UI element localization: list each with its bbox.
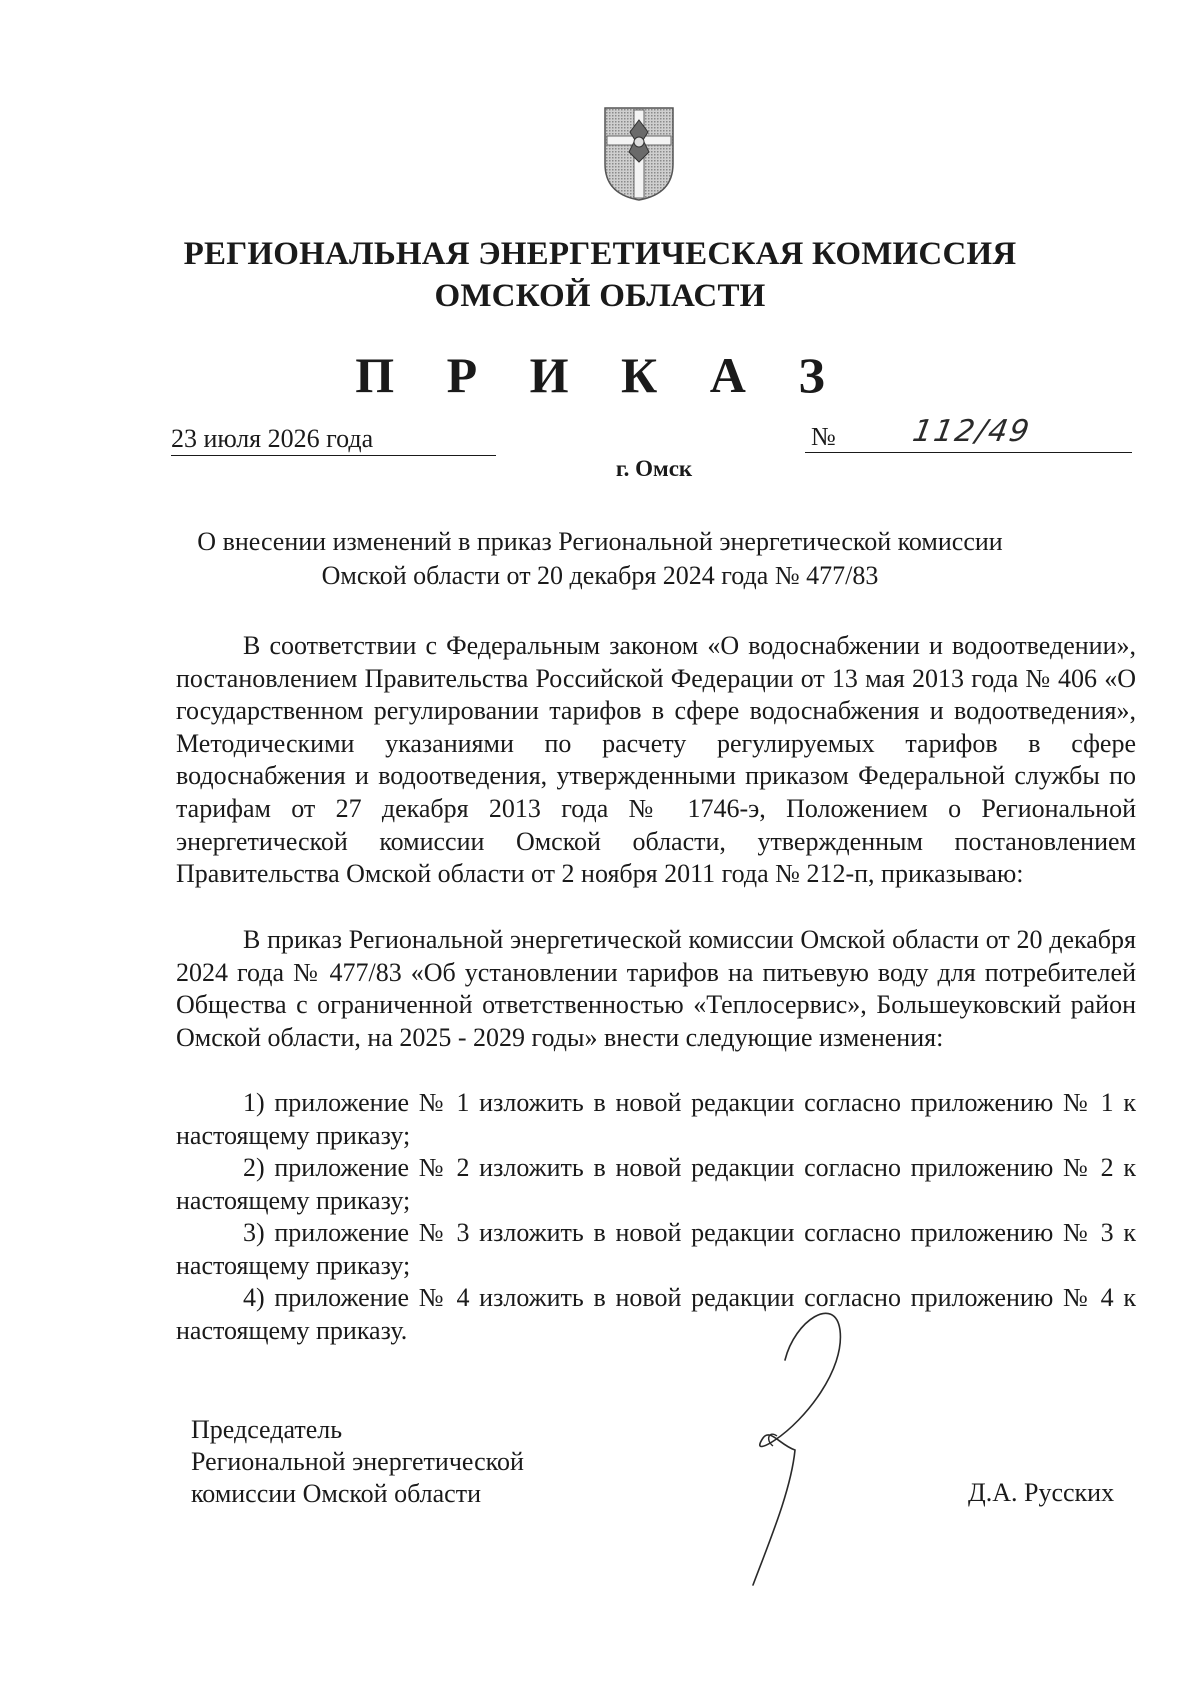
signer-position-line3: комиссии Омской области: [191, 1479, 481, 1508]
list-item: [176, 1152, 1136, 1217]
organization-name-line1: РЕГИОНАЛЬНАЯ ЭНЕРГЕТИЧЕСКАЯ КОМИССИЯ: [183, 236, 1017, 272]
intro-paragraph: В приказ Региональной энергетической комиссии Омской области от 20 декабря 2024 года № 477/83 «Об установлении тарифов на питьевую воду для потребителей Общества с ограниченной ответственностью «Теплосервис», Большеуковский район Омской области, на 2025 - 2029 годы» внести следующие изменения:: [176, 925, 1136, 1052]
document-date: 23 июля 2026 года: [171, 424, 496, 456]
signer-position-line1: Председатель: [191, 1415, 343, 1444]
body-intro: [176, 924, 1136, 1054]
organization-name-line2: ОМСКОЙ ОБЛАСТИ: [434, 278, 766, 314]
document-number: 112/49: [909, 414, 1034, 449]
document-city: г. Омск: [615, 456, 693, 481]
amendment-item-2: 2) приложение № 2 изложить в новой редакции согласно приложению № 2 к настоящему приказу;: [176, 1153, 1136, 1215]
list-item: [176, 1282, 1136, 1347]
signer-position: [191, 1414, 524, 1510]
document-title-line2: Омской области от 20 декабря 2024 года № 477/83: [321, 561, 879, 590]
document-type: П Р И К А З: [355, 347, 845, 403]
list-item: [176, 1217, 1136, 1282]
amendment-item-4: 4) приложение № 4 изложить в новой редакции согласно приложению № 4 к настоящему приказу.: [176, 1283, 1136, 1345]
amendment-item-1: 1) приложение № 1 изложить в новой редакции согласно приложению № 1 к настоящему приказу;: [176, 1088, 1136, 1150]
number-sign: №: [811, 422, 836, 451]
amendment-item-3: 3) приложение № 3 изложить в новой редакции согласно приложению № 3 к настоящему приказу;: [176, 1218, 1136, 1280]
body-preamble: [176, 630, 1136, 891]
signer-position-line2: Региональной энергетической: [191, 1447, 524, 1476]
document-title-line1: О внесении изменений в приказ Региональной энергетической комиссии: [197, 527, 1003, 556]
document-number-field: [805, 414, 1132, 453]
list-item: [176, 1087, 1136, 1152]
coat-of-arms-icon: [603, 106, 675, 202]
preamble-paragraph: В соответствии с Федеральным законом «О водоснабжении и водоотведении», постановлением Правительства Российской Федерации от 13 мая 2013 года № 406 «О государственном регулировании тарифов в сфере водоснабжения и водоотведения», Методическими указаниями по расчету регулируемых тарифов в сфере водоснабжения и водоотведения, утвержденными приказом Федеральной службы по тарифам от 27 декабря 2013 года № 1746-э, Положением о Региональной энергетической комиссии Омской области, утвержденным постановлением Правительства Омской области от 2 ноября 2011 года № 212-п, приказываю:: [176, 631, 1136, 889]
signer-name: Д.А. Русских: [968, 1478, 1115, 1507]
handwritten-signature-icon: [725, 1300, 875, 1590]
